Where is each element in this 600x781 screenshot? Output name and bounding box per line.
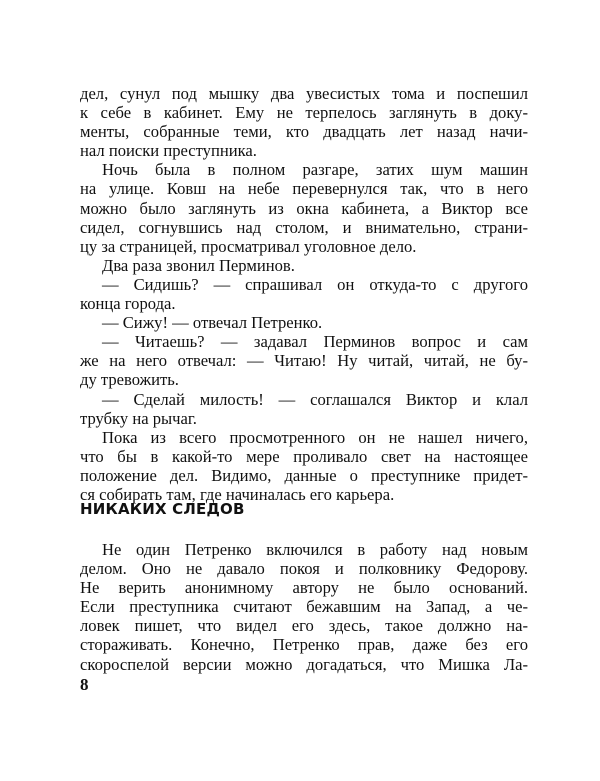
text-line: — Сидишь? — спрашивал он откуда-то с другого — [102, 274, 528, 294]
text-line: трубку на рычаг. — [80, 408, 197, 428]
paragraph — [80, 275, 528, 313]
text-line: цу за страницей, просматривал уголовное дело. — [80, 236, 417, 256]
text-line: — Сделай милость! — соглашался Виктор и клал — [102, 389, 528, 409]
text-line: Два раза звонил Перминов. — [102, 255, 295, 275]
paragraph — [80, 84, 528, 160]
paragraph — [80, 390, 528, 428]
text-line: конца города. — [80, 294, 176, 314]
text-line: менты, собранные теми, кто двадцать лет назад начи- — [80, 122, 528, 142]
text-line: можно было заглянуть из окна кабинета, а Виктор все — [80, 198, 528, 218]
paragraph — [80, 428, 528, 504]
paragraph — [80, 540, 528, 674]
text-line: к себе в кабинет. Ему не терпелось заглянуть в доку- — [80, 103, 528, 123]
text-line: скороспелой версии можно догадаться, что Мишка Ла- — [80, 654, 528, 674]
paragraph — [80, 160, 528, 255]
text-line: ду тревожить. — [80, 370, 179, 390]
text-line: Пока из всего просмотренного он не нашел ничего, — [102, 427, 528, 447]
text-line: делом. Оно не давало покоя и полковнику Федорову. — [80, 559, 528, 579]
section-heading: НИКАКИХ СЛЕДОВ — [80, 500, 245, 518]
top-text-block — [80, 84, 528, 504]
bottom-text-block — [80, 540, 528, 674]
text-line: же на него отвечал: — Читаю! Ну читай, читай, не бу- — [80, 351, 528, 371]
text-line: Не один Петренко включился в работу над новым — [102, 540, 528, 559]
page-number: 8 — [80, 675, 89, 694]
text-line: нал поиски преступника. — [80, 141, 257, 161]
text-line: положение дел. Видимо, данные о преступнике придет- — [80, 465, 528, 485]
paragraph — [80, 332, 528, 389]
text-line: Не верить анонимному автору не было оснований. — [80, 578, 528, 598]
text-line: ся собирать там, где начиналась его карьера. — [80, 484, 395, 504]
text-line: — Читаешь? — задавал Перминов вопрос и сам — [102, 332, 528, 352]
text-line: дел, сунул под мышку два увесистых тома и поспешил — [80, 84, 528, 103]
text-line: ловек пишет, что видел его здесь, такое должно на- — [80, 616, 528, 636]
text-line: на улице. Ковш на небе перевернулся так, что в него — [80, 179, 528, 199]
text-line: — Сижу! — отвечал Петренко. — [102, 313, 323, 333]
text-line: сидел, согнувшись над столом, и внимательно, страни- — [80, 217, 528, 237]
text-line: стораживать. Конечно, Петренко прав, даже без его — [80, 635, 528, 655]
text-line: что бы в какой-то мере проливало свет на настоящее — [80, 446, 528, 466]
paragraph — [80, 313, 528, 332]
text-line: Если преступника считают бежавшим на Запад, а че- — [80, 597, 528, 617]
text-line: Ночь была в полном разгаре, затих шум машин — [102, 160, 528, 180]
paragraph — [80, 256, 528, 275]
